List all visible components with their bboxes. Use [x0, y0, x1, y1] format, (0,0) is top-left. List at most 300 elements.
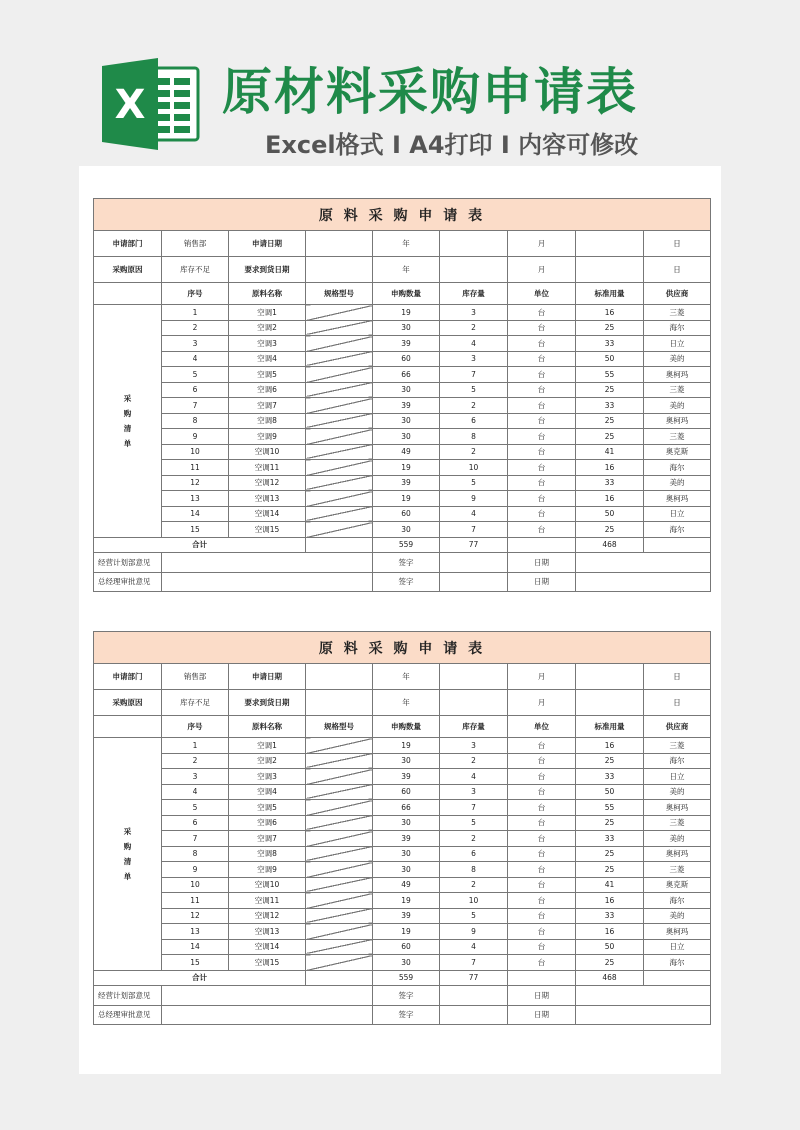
stock-qty: 3 — [440, 738, 508, 754]
section-label: 采 购 清 单 — [94, 305, 162, 538]
total-unit-blank[interactable] — [508, 537, 576, 553]
gm-opinion-field[interactable] — [162, 572, 373, 592]
material-name: 空调13 — [229, 924, 306, 940]
column-header: 原料名称 — [229, 716, 306, 738]
sign-date-label: 日期 — [508, 986, 576, 1006]
year-label: 年 — [373, 690, 440, 716]
request-qty: 19 — [373, 305, 440, 321]
sign-date-field[interactable] — [576, 1005, 711, 1025]
spec-cell-empty[interactable] — [306, 784, 373, 800]
unit: 台 — [508, 320, 576, 336]
request-qty: 49 — [373, 877, 440, 893]
material-name: 空调5 — [229, 800, 306, 816]
unit: 台 — [508, 522, 576, 538]
form-title: 原 料 采 购 申 请 表 — [94, 199, 711, 231]
spec-cell-empty[interactable] — [306, 460, 373, 476]
row-number: 9 — [162, 429, 229, 445]
stock-qty: 6 — [440, 413, 508, 429]
material-name: 空调2 — [229, 753, 306, 769]
standard-qty: 33 — [576, 769, 644, 785]
sign-date-label: 日期 — [508, 553, 576, 573]
row-number: 9 — [162, 862, 229, 878]
unit: 台 — [508, 753, 576, 769]
stock-qty: 7 — [440, 955, 508, 971]
spec-cell-empty[interactable] — [306, 320, 373, 336]
year-blank[interactable] — [440, 664, 508, 690]
material-name: 空调8 — [229, 413, 306, 429]
unit: 台 — [508, 475, 576, 491]
row-number: 6 — [162, 815, 229, 831]
row-number: 11 — [162, 893, 229, 909]
stock-qty: 2 — [440, 877, 508, 893]
spec-cell-empty[interactable] — [306, 955, 373, 971]
spec-cell-empty[interactable] — [306, 815, 373, 831]
unit: 台 — [508, 491, 576, 507]
month-label: 月 — [508, 257, 576, 283]
standard-qty: 33 — [576, 831, 644, 847]
standard-qty: 50 — [576, 939, 644, 955]
material-name: 空调4 — [229, 784, 306, 800]
stock-qty: 4 — [440, 939, 508, 955]
request-qty: 49 — [373, 444, 440, 460]
reason-value: 库存不足 — [162, 690, 229, 716]
material-name: 空调15 — [229, 522, 306, 538]
supplier: 三菱 — [644, 305, 711, 321]
request-qty: 30 — [373, 815, 440, 831]
stock-qty: 7 — [440, 367, 508, 383]
request-qty: 30 — [373, 382, 440, 398]
row-number: 14 — [162, 939, 229, 955]
request-qty: 60 — [373, 506, 440, 522]
column-header: 供应商 — [644, 283, 711, 305]
standard-qty: 25 — [576, 413, 644, 429]
stock-qty: 3 — [440, 305, 508, 321]
supplier: 海尔 — [644, 522, 711, 538]
standard-qty: 16 — [576, 738, 644, 754]
spec-cell-empty[interactable] — [306, 382, 373, 398]
row-number: 5 — [162, 800, 229, 816]
day-label: 日 — [644, 231, 711, 257]
column-header: 序号 — [162, 716, 229, 738]
unit: 台 — [508, 351, 576, 367]
sign-field[interactable] — [440, 986, 508, 1006]
unit: 台 — [508, 893, 576, 909]
spec-cell-empty[interactable] — [306, 893, 373, 909]
request-qty: 30 — [373, 862, 440, 878]
year-label: 年 — [373, 231, 440, 257]
month-blank[interactable] — [576, 257, 644, 283]
row-number: 14 — [162, 506, 229, 522]
spec-cell-empty[interactable] — [306, 429, 373, 445]
stock-qty: 10 — [440, 460, 508, 476]
spec-cell-empty[interactable] — [306, 877, 373, 893]
unit: 台 — [508, 846, 576, 862]
spec-cell-empty[interactable] — [306, 491, 373, 507]
page-header — [0, 0, 800, 165]
request-qty: 60 — [373, 784, 440, 800]
row-number: 4 — [162, 351, 229, 367]
standard-qty: 50 — [576, 506, 644, 522]
standard-qty: 25 — [576, 429, 644, 445]
column-header: 原料名称 — [229, 283, 306, 305]
standard-qty: 25 — [576, 522, 644, 538]
sign-date-field[interactable] — [576, 572, 711, 592]
row-number: 8 — [162, 413, 229, 429]
stock-qty: 4 — [440, 769, 508, 785]
total-supplier-blank[interactable] — [644, 970, 711, 986]
stock-qty: 2 — [440, 320, 508, 336]
supplier: 美的 — [644, 475, 711, 491]
material-name: 空调15 — [229, 955, 306, 971]
row-number: 3 — [162, 769, 229, 785]
column-header: 单位 — [508, 283, 576, 305]
spec-cell-empty[interactable] — [306, 831, 373, 847]
supplier: 三菱 — [644, 815, 711, 831]
year-label: 年 — [373, 257, 440, 283]
material-name: 空调11 — [229, 460, 306, 476]
stock-qty: 6 — [440, 846, 508, 862]
sign-date-field[interactable] — [576, 986, 711, 1006]
arrival-label: 要求到货日期 — [229, 257, 306, 283]
dept-value: 销售部 — [162, 664, 229, 690]
unit: 台 — [508, 413, 576, 429]
sign-label: 签字 — [373, 986, 440, 1006]
day-label: 日 — [644, 257, 711, 283]
month-label: 月 — [508, 664, 576, 690]
day-label: 日 — [644, 664, 711, 690]
standard-qty: 25 — [576, 320, 644, 336]
total-qty: 559 — [373, 537, 440, 553]
stock-qty: 9 — [440, 491, 508, 507]
supplier: 美的 — [644, 831, 711, 847]
arrival-label: 要求到货日期 — [229, 690, 306, 716]
supplier: 海尔 — [644, 753, 711, 769]
supplier: 奥柯玛 — [644, 846, 711, 862]
supplier: 奥柯玛 — [644, 413, 711, 429]
column-header: 标准用量 — [576, 283, 644, 305]
header-corner — [94, 283, 162, 305]
day-label: 日 — [644, 690, 711, 716]
supplier: 美的 — [644, 784, 711, 800]
standard-qty: 33 — [576, 475, 644, 491]
material-name: 空调7 — [229, 398, 306, 414]
row-number: 12 — [162, 475, 229, 491]
material-name: 空调4 — [229, 351, 306, 367]
supplier: 日立 — [644, 769, 711, 785]
standard-qty: 25 — [576, 846, 644, 862]
svg-text:X: X — [114, 82, 146, 128]
reason-value: 库存不足 — [162, 257, 229, 283]
request-qty: 30 — [373, 846, 440, 862]
total-spec-blank[interactable] — [306, 537, 373, 553]
gm-opinion-field[interactable] — [162, 1005, 373, 1025]
row-number: 4 — [162, 784, 229, 800]
request-qty: 19 — [373, 460, 440, 476]
sign-field[interactable] — [440, 1005, 508, 1025]
standard-qty: 25 — [576, 955, 644, 971]
standard-qty: 25 — [576, 753, 644, 769]
plan-opinion-field[interactable] — [162, 553, 373, 573]
spec-cell-empty[interactable] — [306, 800, 373, 816]
request-qty: 30 — [373, 429, 440, 445]
request-qty: 30 — [373, 413, 440, 429]
material-name: 空调6 — [229, 382, 306, 398]
year-blank[interactable] — [440, 690, 508, 716]
gm-opinion-label: 总经理审批意见 — [94, 1005, 162, 1025]
supplier: 奥柯玛 — [644, 491, 711, 507]
unit: 台 — [508, 429, 576, 445]
unit: 台 — [508, 769, 576, 785]
page-title: 原材料采购申请表 — [222, 63, 638, 121]
row-number: 10 — [162, 444, 229, 460]
material-name: 空调9 — [229, 429, 306, 445]
request-qty: 39 — [373, 398, 440, 414]
year-label: 年 — [373, 664, 440, 690]
spec-cell-empty[interactable] — [306, 506, 373, 522]
excel-logo-icon — [100, 58, 202, 150]
row-number: 11 — [162, 460, 229, 476]
request-qty: 19 — [373, 491, 440, 507]
unit: 台 — [508, 924, 576, 940]
stock-qty: 7 — [440, 800, 508, 816]
date-label: 申请日期 — [229, 231, 306, 257]
purchase-form-1 — [93, 198, 711, 592]
stock-qty: 5 — [440, 908, 508, 924]
standard-qty: 55 — [576, 800, 644, 816]
stock-qty: 9 — [440, 924, 508, 940]
unit: 台 — [508, 460, 576, 476]
material-name: 空调10 — [229, 444, 306, 460]
date-blank[interactable] — [306, 664, 373, 690]
total-stock: 77 — [440, 970, 508, 986]
supplier: 三菱 — [644, 382, 711, 398]
stock-qty: 10 — [440, 893, 508, 909]
sign-field[interactable] — [440, 572, 508, 592]
dept-label: 申请部门 — [94, 231, 162, 257]
stock-qty: 8 — [440, 862, 508, 878]
supplier: 美的 — [644, 908, 711, 924]
column-header: 申购数量 — [373, 716, 440, 738]
column-header: 单位 — [508, 716, 576, 738]
unit: 台 — [508, 784, 576, 800]
column-header: 标准用量 — [576, 716, 644, 738]
stock-qty: 4 — [440, 506, 508, 522]
material-name: 空调12 — [229, 908, 306, 924]
unit: 台 — [508, 444, 576, 460]
month-blank[interactable] — [576, 690, 644, 716]
supplier: 奥柯玛 — [644, 800, 711, 816]
date-blank[interactable] — [306, 231, 373, 257]
material-name: 空调14 — [229, 506, 306, 522]
column-header: 供应商 — [644, 716, 711, 738]
sign-date-field[interactable] — [576, 553, 711, 573]
unit: 台 — [508, 862, 576, 878]
month-label: 月 — [508, 231, 576, 257]
material-name: 空调11 — [229, 893, 306, 909]
stock-qty: 3 — [440, 351, 508, 367]
unit: 台 — [508, 336, 576, 352]
standard-qty: 50 — [576, 351, 644, 367]
supplier: 美的 — [644, 398, 711, 414]
request-qty: 60 — [373, 939, 440, 955]
material-name: 空调5 — [229, 367, 306, 383]
spec-cell-empty[interactable] — [306, 769, 373, 785]
column-header: 库存量 — [440, 283, 508, 305]
request-qty: 30 — [373, 320, 440, 336]
spec-cell-empty[interactable] — [306, 924, 373, 940]
purchase-form-2 — [93, 631, 711, 1025]
plan-opinion-field[interactable] — [162, 986, 373, 1006]
standard-qty: 16 — [576, 893, 644, 909]
year-blank[interactable] — [440, 257, 508, 283]
spec-cell-empty[interactable] — [306, 398, 373, 414]
column-header: 规格型号 — [306, 283, 373, 305]
supplier: 三菱 — [644, 738, 711, 754]
unit: 台 — [508, 955, 576, 971]
year-blank[interactable] — [440, 231, 508, 257]
row-number: 1 — [162, 738, 229, 754]
sign-field[interactable] — [440, 553, 508, 573]
dept-label: 申请部门 — [94, 664, 162, 690]
spec-cell-empty[interactable] — [306, 908, 373, 924]
unit: 台 — [508, 738, 576, 754]
material-name: 空调2 — [229, 320, 306, 336]
stock-qty: 2 — [440, 398, 508, 414]
supplier: 日立 — [644, 336, 711, 352]
request-qty: 39 — [373, 908, 440, 924]
supplier: 奥克斯 — [644, 444, 711, 460]
row-number: 1 — [162, 305, 229, 321]
gm-opinion-label: 总经理审批意见 — [94, 572, 162, 592]
unit: 台 — [508, 939, 576, 955]
spec-cell-empty[interactable] — [306, 738, 373, 754]
material-name: 空调7 — [229, 831, 306, 847]
spec-cell-empty[interactable] — [306, 413, 373, 429]
supplier: 海尔 — [644, 955, 711, 971]
row-number: 2 — [162, 320, 229, 336]
total-unit-blank[interactable] — [508, 970, 576, 986]
request-qty: 19 — [373, 893, 440, 909]
spec-cell-empty[interactable] — [306, 522, 373, 538]
material-name: 空调1 — [229, 305, 306, 321]
request-qty: 39 — [373, 831, 440, 847]
total-label: 合计 — [94, 970, 306, 986]
unit: 台 — [508, 877, 576, 893]
stock-qty: 7 — [440, 522, 508, 538]
stock-qty: 4 — [440, 336, 508, 352]
standard-qty: 16 — [576, 924, 644, 940]
spec-cell-empty[interactable] — [306, 753, 373, 769]
unit: 台 — [508, 815, 576, 831]
request-qty: 39 — [373, 475, 440, 491]
row-number: 3 — [162, 336, 229, 352]
standard-qty: 25 — [576, 815, 644, 831]
supplier: 海尔 — [644, 893, 711, 909]
standard-qty: 55 — [576, 367, 644, 383]
spec-cell-empty[interactable] — [306, 367, 373, 383]
form-title: 原 料 采 购 申 请 表 — [94, 632, 711, 664]
request-qty: 30 — [373, 522, 440, 538]
material-name: 空调12 — [229, 475, 306, 491]
arrival-blank[interactable] — [306, 257, 373, 283]
standard-qty: 50 — [576, 784, 644, 800]
row-number: 15 — [162, 522, 229, 538]
row-number: 15 — [162, 955, 229, 971]
column-header: 序号 — [162, 283, 229, 305]
unit: 台 — [508, 382, 576, 398]
spec-cell-empty[interactable] — [306, 475, 373, 491]
page-subtitle: Excel格式 I A4打印 I 内容可修改 — [265, 131, 639, 159]
supplier: 日立 — [644, 506, 711, 522]
supplier: 海尔 — [644, 460, 711, 476]
supplier: 奥克斯 — [644, 877, 711, 893]
spec-cell-empty[interactable] — [306, 846, 373, 862]
month-blank[interactable] — [576, 664, 644, 690]
request-qty: 60 — [373, 351, 440, 367]
stock-qty: 5 — [440, 382, 508, 398]
spec-cell-empty[interactable] — [306, 862, 373, 878]
supplier: 奥柯玛 — [644, 924, 711, 940]
stock-qty: 5 — [440, 475, 508, 491]
header-corner — [94, 716, 162, 738]
request-qty: 66 — [373, 367, 440, 383]
material-name: 空调13 — [229, 491, 306, 507]
stock-qty: 2 — [440, 753, 508, 769]
row-number: 10 — [162, 877, 229, 893]
row-number: 5 — [162, 367, 229, 383]
request-qty: 66 — [373, 800, 440, 816]
spec-cell-empty[interactable] — [306, 444, 373, 460]
row-number: 13 — [162, 924, 229, 940]
spec-cell-empty[interactable] — [306, 336, 373, 352]
standard-qty: 16 — [576, 460, 644, 476]
dept-value: 销售部 — [162, 231, 229, 257]
unit: 台 — [508, 908, 576, 924]
supplier: 美的 — [644, 351, 711, 367]
standard-qty: 16 — [576, 305, 644, 321]
date-label: 申请日期 — [229, 664, 306, 690]
total-supplier-blank[interactable] — [644, 537, 711, 553]
material-name: 空调3 — [229, 336, 306, 352]
spec-cell-empty[interactable] — [306, 351, 373, 367]
sign-label: 签字 — [373, 1005, 440, 1025]
standard-qty: 41 — [576, 444, 644, 460]
unit: 台 — [508, 506, 576, 522]
stock-qty: 3 — [440, 784, 508, 800]
total-spec-blank[interactable] — [306, 970, 373, 986]
material-name: 空调1 — [229, 738, 306, 754]
spec-cell-empty[interactable] — [306, 305, 373, 321]
total-qty: 559 — [373, 970, 440, 986]
material-name: 空调9 — [229, 862, 306, 878]
standard-qty: 16 — [576, 491, 644, 507]
row-number: 6 — [162, 382, 229, 398]
unit: 台 — [508, 367, 576, 383]
standard-qty: 33 — [576, 908, 644, 924]
stock-qty: 2 — [440, 444, 508, 460]
supplier: 海尔 — [644, 320, 711, 336]
material-name: 空调14 — [229, 939, 306, 955]
supplier: 三菱 — [644, 429, 711, 445]
standard-qty: 41 — [576, 877, 644, 893]
stock-qty: 8 — [440, 429, 508, 445]
month-blank[interactable] — [576, 231, 644, 257]
request-qty: 19 — [373, 924, 440, 940]
arrival-blank[interactable] — [306, 690, 373, 716]
spec-cell-empty[interactable] — [306, 939, 373, 955]
request-qty: 19 — [373, 738, 440, 754]
stock-qty: 5 — [440, 815, 508, 831]
